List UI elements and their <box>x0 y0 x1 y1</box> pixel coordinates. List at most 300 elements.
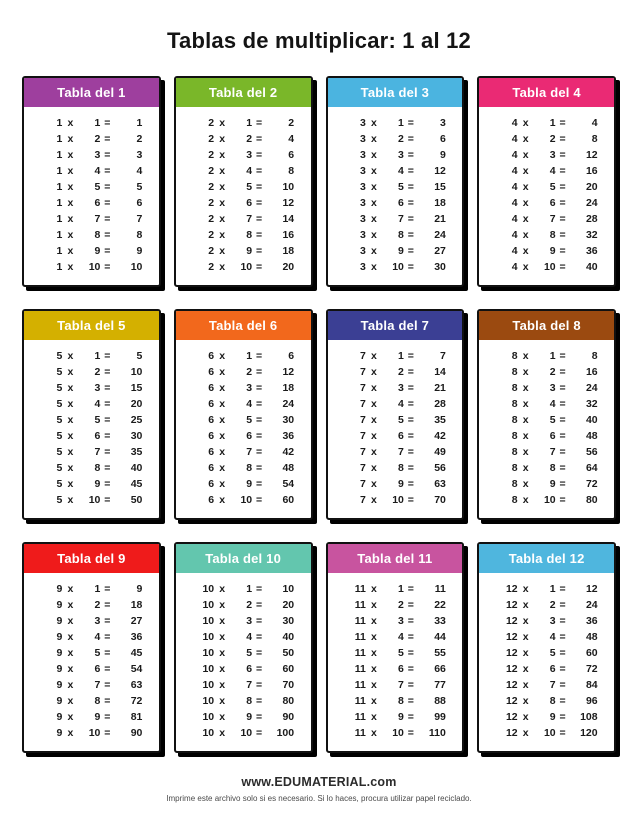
equals-icon: = <box>256 663 263 675</box>
product-value: 4 <box>591 117 598 129</box>
factor-a: 1 <box>56 117 63 129</box>
product-value: 120 <box>580 727 598 739</box>
factor-a: 6 <box>208 398 215 410</box>
factor-a: 9 <box>56 711 63 723</box>
product-value: 12 <box>282 197 295 209</box>
table-body <box>24 340 159 518</box>
factor-b: 9 <box>246 245 253 257</box>
factor-b: 6 <box>398 197 404 209</box>
factor-b: 1 <box>398 117 404 129</box>
factor-a: 3 <box>360 181 366 193</box>
factor-b: 5 <box>549 414 556 426</box>
table-body <box>328 107 463 285</box>
times-icon: x <box>219 727 226 739</box>
card-inner <box>174 76 313 287</box>
factor-a: 3 <box>360 165 366 177</box>
product-value: 81 <box>130 711 143 723</box>
multiplication-table-card <box>477 542 616 753</box>
table-row <box>28 211 155 227</box>
table-row <box>483 661 610 677</box>
product-value: 60 <box>585 647 598 659</box>
times-icon: x <box>67 430 74 442</box>
factor-b: 7 <box>549 446 556 458</box>
factor-a: 9 <box>56 695 63 707</box>
equals-icon: = <box>559 133 566 145</box>
factor-a: 5 <box>56 430 63 442</box>
table-row <box>483 428 610 444</box>
factor-a: 2 <box>208 165 215 177</box>
factor-b: 3 <box>398 382 404 394</box>
equals-icon: = <box>559 727 566 739</box>
factor-a: 1 <box>56 229 63 241</box>
table-row <box>483 396 610 412</box>
times-icon: x <box>219 181 226 193</box>
factor-b: 10 <box>240 727 253 739</box>
table-row <box>332 243 459 259</box>
product-value: 24 <box>434 229 446 241</box>
product-value: 18 <box>130 599 143 611</box>
table-row <box>332 725 459 741</box>
product-value: 48 <box>585 430 598 442</box>
times-icon: x <box>219 478 226 490</box>
times-icon: x <box>67 615 74 627</box>
product-value: 36 <box>585 245 598 257</box>
table-row <box>180 428 307 444</box>
card-inner <box>326 309 465 520</box>
factor-a: 1 <box>56 213 63 225</box>
factor-a: 6 <box>208 446 215 458</box>
table-row <box>332 597 459 613</box>
table-row <box>483 645 610 661</box>
product-value: 11 <box>434 583 446 595</box>
factor-a: 8 <box>511 446 518 458</box>
product-value: 63 <box>130 679 143 691</box>
factor-a: 12 <box>505 695 518 707</box>
product-value: 28 <box>434 398 446 410</box>
product-value: 12 <box>585 149 598 161</box>
factor-b: 7 <box>94 213 101 225</box>
times-icon: x <box>219 583 226 595</box>
factor-b: 5 <box>94 414 101 426</box>
factor-b: 7 <box>94 679 101 691</box>
table-row <box>180 195 307 211</box>
equals-icon: = <box>104 350 111 362</box>
times-icon: x <box>67 727 74 739</box>
factor-b: 6 <box>94 663 101 675</box>
times-icon: x <box>522 414 529 426</box>
times-icon: x <box>522 727 529 739</box>
table-row <box>332 613 459 629</box>
times-icon: x <box>219 446 226 458</box>
table-row <box>180 259 307 275</box>
times-icon: x <box>219 366 226 378</box>
table-row <box>483 460 610 476</box>
factor-b: 4 <box>549 631 556 643</box>
table-row <box>483 444 610 460</box>
equals-icon: = <box>407 679 414 691</box>
equals-icon: = <box>559 414 566 426</box>
factor-b: 1 <box>246 583 253 595</box>
factor-b: 4 <box>246 398 253 410</box>
product-value: 36 <box>130 631 143 643</box>
table-row <box>180 412 307 428</box>
product-value: 72 <box>130 695 143 707</box>
equals-icon: = <box>104 430 111 442</box>
equals-icon: = <box>559 695 566 707</box>
product-value: 20 <box>282 261 295 273</box>
factor-b: 7 <box>246 679 253 691</box>
table-header: Tabla del 1 <box>24 78 159 107</box>
factor-b: 10 <box>392 727 404 739</box>
card-inner <box>22 76 161 287</box>
factor-a: 3 <box>360 245 366 257</box>
product-value: 90 <box>130 727 143 739</box>
tables-grid <box>22 76 616 753</box>
factor-b: 8 <box>549 695 556 707</box>
equals-icon: = <box>407 462 414 474</box>
times-icon: x <box>219 647 226 659</box>
factor-a: 4 <box>511 149 518 161</box>
product-value: 96 <box>585 695 598 707</box>
product-value: 7 <box>136 213 143 225</box>
product-value: 15 <box>130 382 143 394</box>
product-value: 32 <box>585 398 598 410</box>
equals-icon: = <box>104 245 111 257</box>
factor-a: 11 <box>354 599 366 611</box>
table-body <box>24 573 159 751</box>
factor-b: 7 <box>398 679 404 691</box>
factor-b: 1 <box>94 117 101 129</box>
factor-a: 6 <box>208 494 215 506</box>
times-icon: x <box>522 478 529 490</box>
times-icon: x <box>219 711 226 723</box>
table-row <box>483 131 610 147</box>
product-value: 36 <box>585 615 598 627</box>
table-row <box>180 131 307 147</box>
factor-a: 5 <box>56 382 63 394</box>
equals-icon: = <box>256 213 263 225</box>
times-icon: x <box>370 647 377 659</box>
times-icon: x <box>370 117 377 129</box>
times-icon: x <box>522 197 529 209</box>
equals-icon: = <box>104 117 111 129</box>
equals-icon: = <box>559 663 566 675</box>
factor-a: 7 <box>360 494 366 506</box>
table-row <box>180 147 307 163</box>
factor-a: 9 <box>56 583 63 595</box>
product-value: 50 <box>282 647 295 659</box>
times-icon: x <box>370 494 377 506</box>
table-row <box>180 380 307 396</box>
table-row <box>28 147 155 163</box>
equals-icon: = <box>407 117 414 129</box>
equals-icon: = <box>407 446 414 458</box>
equals-icon: = <box>104 446 111 458</box>
factor-a: 7 <box>360 366 366 378</box>
equals-icon: = <box>559 430 566 442</box>
equals-icon: = <box>559 494 566 506</box>
table-row <box>180 243 307 259</box>
product-value: 24 <box>282 398 295 410</box>
table-row <box>483 348 610 364</box>
factor-b: 5 <box>246 647 253 659</box>
equals-icon: = <box>407 133 414 145</box>
times-icon: x <box>67 197 74 209</box>
table-row <box>28 364 155 380</box>
product-value: 16 <box>585 366 598 378</box>
card-inner <box>326 76 465 287</box>
times-icon: x <box>67 711 74 723</box>
equals-icon: = <box>559 583 566 595</box>
factor-a: 6 <box>208 430 215 442</box>
factor-b: 10 <box>88 261 101 273</box>
times-icon: x <box>370 165 377 177</box>
product-value: 42 <box>282 446 295 458</box>
times-icon: x <box>67 478 74 490</box>
table-row <box>332 396 459 412</box>
product-value: 56 <box>434 462 446 474</box>
factor-b: 4 <box>94 165 101 177</box>
factor-b: 4 <box>549 398 556 410</box>
factor-b: 2 <box>94 366 101 378</box>
product-value: 8 <box>136 229 143 241</box>
factor-a: 3 <box>360 117 366 129</box>
factor-a: 4 <box>511 261 518 273</box>
equals-icon: = <box>256 462 263 474</box>
factor-a: 4 <box>511 133 518 145</box>
times-icon: x <box>522 462 529 474</box>
multiplication-table-card <box>174 309 313 520</box>
website-url: www.EDUMATERIAL.com <box>241 775 397 789</box>
times-icon: x <box>370 245 377 257</box>
factor-a: 2 <box>208 213 215 225</box>
times-icon: x <box>370 366 377 378</box>
product-value: 6 <box>136 197 143 209</box>
times-icon: x <box>370 133 377 145</box>
table-body <box>479 107 614 285</box>
factor-b: 8 <box>549 462 556 474</box>
product-value: 64 <box>585 462 598 474</box>
table-row <box>180 476 307 492</box>
product-value: 77 <box>434 679 446 691</box>
table-row <box>332 227 459 243</box>
product-value: 54 <box>282 478 295 490</box>
factor-b: 5 <box>94 647 101 659</box>
table-row <box>483 243 610 259</box>
table-row <box>332 163 459 179</box>
factor-b: 1 <box>246 350 253 362</box>
equals-icon: = <box>559 599 566 611</box>
table-row <box>483 677 610 693</box>
times-icon: x <box>219 245 226 257</box>
factor-b: 4 <box>94 398 101 410</box>
table-row <box>180 645 307 661</box>
times-icon: x <box>370 583 377 595</box>
table-body <box>176 573 311 751</box>
factor-b: 3 <box>94 149 101 161</box>
factor-a: 9 <box>56 647 63 659</box>
table-row <box>332 412 459 428</box>
factor-b: 2 <box>246 133 253 145</box>
table-row <box>332 364 459 380</box>
table-row <box>332 581 459 597</box>
times-icon: x <box>67 446 74 458</box>
factor-b: 3 <box>549 382 556 394</box>
product-value: 1 <box>136 117 143 129</box>
times-icon: x <box>67 149 74 161</box>
factor-a: 7 <box>360 382 366 394</box>
factor-b: 2 <box>398 133 404 145</box>
factor-b: 4 <box>246 631 253 643</box>
equals-icon: = <box>407 350 414 362</box>
factor-b: 5 <box>398 647 404 659</box>
table-row <box>483 412 610 428</box>
table-row <box>28 476 155 492</box>
equals-icon: = <box>407 727 414 739</box>
product-value: 84 <box>585 679 598 691</box>
factor-b: 3 <box>246 382 253 394</box>
times-icon: x <box>67 350 74 362</box>
product-value: 32 <box>585 229 598 241</box>
factor-a: 3 <box>360 213 366 225</box>
factor-a: 5 <box>56 398 63 410</box>
factor-b: 8 <box>246 695 253 707</box>
equals-icon: = <box>559 197 566 209</box>
table-body <box>176 107 311 285</box>
equals-icon: = <box>256 261 263 273</box>
factor-a: 3 <box>360 197 366 209</box>
table-row <box>28 115 155 131</box>
table-row <box>332 661 459 677</box>
equals-icon: = <box>559 398 566 410</box>
factor-a: 9 <box>56 631 63 643</box>
factor-a: 2 <box>208 181 215 193</box>
factor-a: 10 <box>202 695 215 707</box>
table-row <box>332 476 459 492</box>
table-row <box>180 693 307 709</box>
product-value: 24 <box>585 382 598 394</box>
factor-b: 7 <box>549 213 556 225</box>
factor-a: 11 <box>354 583 366 595</box>
equals-icon: = <box>559 261 566 273</box>
equals-icon: = <box>559 382 566 394</box>
equals-icon: = <box>104 366 111 378</box>
equals-icon: = <box>256 494 263 506</box>
times-icon: x <box>67 165 74 177</box>
times-icon: x <box>219 398 226 410</box>
product-value: 70 <box>282 679 295 691</box>
factor-b: 7 <box>94 446 101 458</box>
times-icon: x <box>67 494 74 506</box>
factor-b: 10 <box>392 494 404 506</box>
factor-b: 2 <box>549 599 556 611</box>
table-row <box>28 709 155 725</box>
factor-a: 2 <box>208 197 215 209</box>
table-row <box>28 380 155 396</box>
table-row <box>180 227 307 243</box>
factor-b: 8 <box>549 229 556 241</box>
equals-icon: = <box>104 197 111 209</box>
factor-a: 12 <box>505 583 518 595</box>
table-row <box>483 259 610 275</box>
factor-a: 2 <box>208 133 215 145</box>
times-icon: x <box>370 261 377 273</box>
product-value: 35 <box>130 446 143 458</box>
table-header: Tabla del 9 <box>24 544 159 573</box>
product-value: 18 <box>282 382 295 394</box>
equals-icon: = <box>256 711 263 723</box>
equals-icon: = <box>104 727 111 739</box>
factor-a: 11 <box>354 679 366 691</box>
equals-icon: = <box>559 462 566 474</box>
factor-b: 3 <box>398 615 404 627</box>
table-row <box>483 364 610 380</box>
product-value: 88 <box>434 695 446 707</box>
card-inner <box>174 542 313 753</box>
times-icon: x <box>219 213 226 225</box>
factor-b: 5 <box>246 414 253 426</box>
product-value: 30 <box>282 414 295 426</box>
factor-b: 6 <box>398 430 404 442</box>
factor-a: 12 <box>505 599 518 611</box>
product-value: 44 <box>434 631 446 643</box>
factor-a: 2 <box>208 245 215 257</box>
product-value: 8 <box>591 350 598 362</box>
table-row <box>180 460 307 476</box>
product-value: 63 <box>434 478 446 490</box>
times-icon: x <box>522 647 529 659</box>
equals-icon: = <box>104 631 111 643</box>
table-header: Tabla del 8 <box>479 311 614 340</box>
product-value: 10 <box>282 181 295 193</box>
factor-a: 10 <box>202 711 215 723</box>
product-value: 4 <box>288 133 295 145</box>
table-row <box>332 179 459 195</box>
equals-icon: = <box>407 197 414 209</box>
product-value: 18 <box>282 245 295 257</box>
factor-a: 2 <box>208 261 215 273</box>
factor-a: 5 <box>56 366 63 378</box>
product-value: 12 <box>585 583 598 595</box>
table-header: Tabla del 12 <box>479 544 614 573</box>
factor-a: 8 <box>511 366 518 378</box>
product-value: 21 <box>434 213 446 225</box>
table-row <box>483 492 610 508</box>
table-row <box>28 677 155 693</box>
factor-a: 4 <box>511 197 518 209</box>
table-row <box>483 179 610 195</box>
factor-a: 10 <box>202 599 215 611</box>
times-icon: x <box>219 462 226 474</box>
factor-b: 3 <box>94 382 101 394</box>
equals-icon: = <box>559 711 566 723</box>
table-row <box>28 179 155 195</box>
factor-a: 5 <box>56 462 63 474</box>
factor-a: 10 <box>202 631 215 643</box>
factor-a: 8 <box>511 462 518 474</box>
equals-icon: = <box>104 478 111 490</box>
equals-icon: = <box>256 382 263 394</box>
times-icon: x <box>370 213 377 225</box>
factor-b: 1 <box>94 350 101 362</box>
factor-b: 8 <box>246 229 253 241</box>
table-row <box>483 380 610 396</box>
times-icon: x <box>219 350 226 362</box>
table-row <box>28 348 155 364</box>
times-icon: x <box>522 398 529 410</box>
product-value: 66 <box>434 663 446 675</box>
equals-icon: = <box>104 165 111 177</box>
